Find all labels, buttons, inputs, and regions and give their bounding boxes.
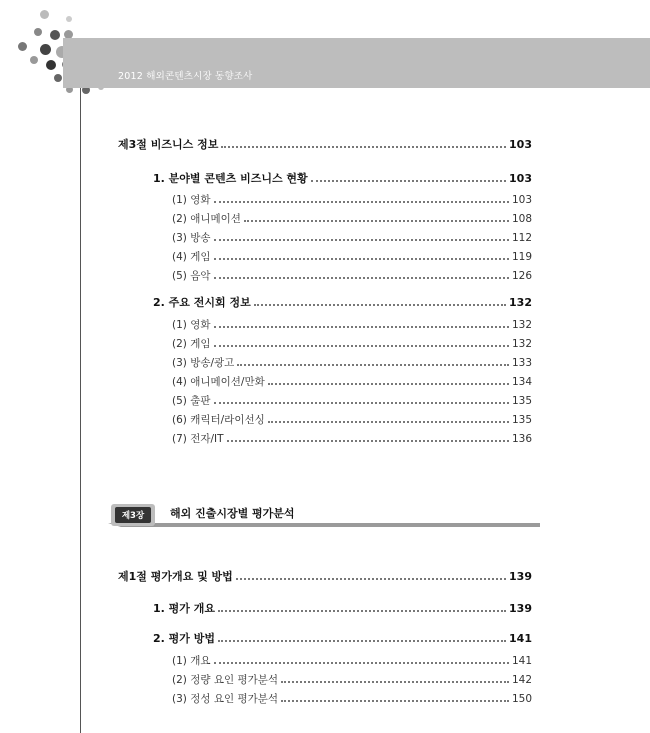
toc-page: 112 (511, 232, 532, 244)
toc-item[interactable] (172, 355, 532, 370)
toc-label: (5) 출판 (172, 395, 211, 407)
toc-subsection[interactable] (153, 170, 532, 186)
dot (40, 44, 51, 55)
toc-label: (5) 음악 (172, 270, 211, 282)
leader-dots (281, 699, 509, 702)
toc-item[interactable] (172, 672, 532, 687)
leader-dots (214, 344, 509, 347)
dot (30, 56, 38, 64)
leader-dots (281, 680, 509, 683)
toc-page: 119 (511, 251, 532, 263)
leader-dots (214, 401, 509, 404)
toc-label: (1) 영화 (172, 194, 211, 206)
toc-item[interactable] (172, 268, 532, 283)
toc-item[interactable] (172, 374, 532, 389)
header-title: 2012 해외콘텐츠시장 동향조사 (118, 71, 253, 82)
toc-page: 134 (511, 376, 532, 388)
toc-section[interactable] (118, 568, 532, 584)
toc-label: (3) 방송 (172, 232, 211, 244)
toc-label: 1. 평가 개요 (153, 602, 215, 615)
leader-dots (268, 382, 509, 385)
toc-label: 제1절 평가개요 및 방법 (118, 570, 233, 583)
leader-dots (236, 577, 506, 580)
leader-dots (214, 276, 509, 279)
toc-label: (6) 캐릭터/라이선싱 (172, 414, 265, 426)
toc-subsection[interactable] (153, 600, 532, 616)
chapter-heading[interactable] (108, 501, 540, 528)
leader-dots (214, 661, 509, 664)
toc-page: 139 (509, 570, 532, 583)
toc-page: 133 (511, 357, 532, 369)
toc-label: (1) 개요 (172, 655, 211, 667)
leader-dots (311, 179, 506, 182)
dot (18, 42, 27, 51)
toc-item[interactable] (172, 653, 532, 668)
toc-page: 139 (509, 602, 532, 615)
toc-subsection[interactable] (153, 294, 532, 310)
leader-dots (254, 303, 506, 306)
toc-item[interactable] (172, 192, 532, 207)
toc-item[interactable] (172, 393, 532, 408)
toc-page: 135 (511, 395, 532, 407)
toc-label: 2. 평가 방법 (153, 632, 215, 645)
toc-page: 132 (511, 319, 532, 331)
toc-label: 2. 주요 전시회 정보 (153, 296, 251, 309)
toc-label: (4) 게임 (172, 251, 211, 263)
toc-page: 103 (509, 138, 532, 151)
toc-page: 126 (511, 270, 532, 282)
chapter-title: 해외 진출시장별 평가분석 (170, 507, 295, 520)
toc-page: 136 (511, 433, 532, 445)
toc-label: (4) 애니메이션/만화 (172, 376, 265, 388)
toc-label: (3) 방송/광고 (172, 357, 235, 369)
toc-page: 135 (511, 414, 532, 426)
toc-page: 103 (509, 172, 532, 185)
toc-page: 150 (511, 693, 532, 705)
toc-item[interactable] (172, 336, 532, 351)
leader-dots (237, 363, 509, 366)
leader-dots (218, 639, 506, 642)
dot (54, 74, 62, 82)
leader-dots (214, 325, 509, 328)
toc-page: 132 (509, 296, 532, 309)
chapter-tab: 제3장 (115, 507, 151, 523)
vertical-rule (80, 88, 81, 733)
toc-label: (1) 영화 (172, 319, 211, 331)
toc-label: (2) 게임 (172, 338, 211, 350)
toc-label: 제3절 비즈니스 정보 (118, 138, 219, 151)
toc-subsection[interactable] (153, 630, 532, 646)
leader-dots (214, 238, 509, 241)
leader-dots (218, 609, 506, 612)
toc-section[interactable] (118, 136, 532, 152)
toc-label: (7) 전자/IT (172, 433, 224, 445)
dot (34, 28, 42, 36)
toc-page: 141 (509, 632, 532, 645)
dot (50, 30, 60, 40)
chapter-shelf (108, 523, 540, 527)
toc-item[interactable] (172, 317, 532, 332)
leader-dots (244, 219, 509, 222)
toc-page: 108 (511, 213, 532, 225)
toc-item[interactable] (172, 412, 532, 427)
toc-item[interactable] (172, 249, 532, 264)
dot (40, 10, 49, 19)
dot (46, 60, 56, 70)
toc-page: 141 (511, 655, 532, 667)
toc-label: (3) 정성 요인 평가분석 (172, 693, 279, 705)
dot (66, 16, 72, 22)
toc-label: (2) 애니메이션 (172, 213, 241, 225)
toc-label: (2) 정량 요인 평가분석 (172, 674, 279, 686)
toc-item[interactable] (172, 431, 532, 446)
toc-item[interactable] (172, 691, 532, 706)
toc-label: 1. 분야별 콘텐츠 비즈니스 현황 (153, 172, 308, 185)
leader-dots (214, 257, 509, 260)
toc-item[interactable] (172, 230, 532, 245)
leader-dots (221, 145, 506, 148)
toc-page: 142 (511, 674, 532, 686)
toc-page: 103 (511, 194, 532, 206)
leader-dots (214, 200, 509, 203)
leader-dots (268, 420, 509, 423)
leader-dots (227, 439, 509, 442)
toc-item[interactable] (172, 211, 532, 226)
toc-page: 132 (511, 338, 532, 350)
